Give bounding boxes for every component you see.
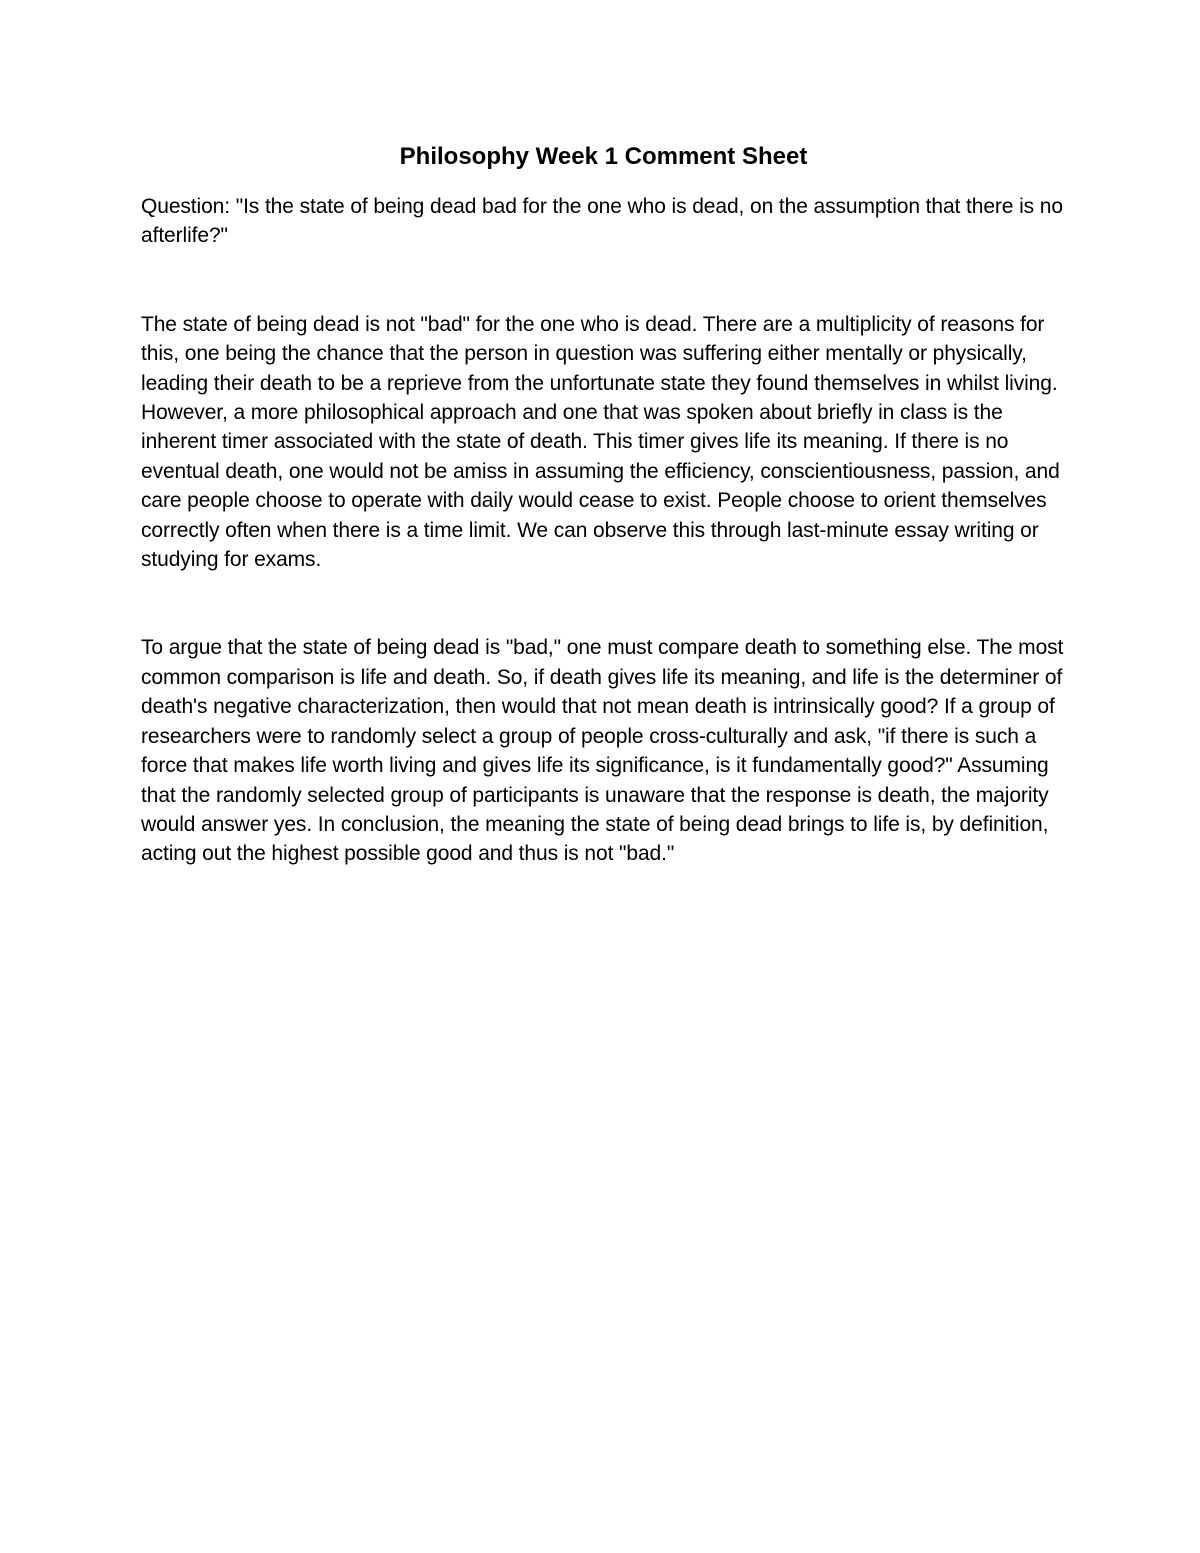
body-paragraph-2: To argue that the state of being dead is "bad," one must compare death to something else. The most common comparison is life and death. So, if death gives life its meaning, and life is the determiner of death's negative characterization, then would that not mean death is intrinsically good? If a group of researchers were to randomly select a group of people cross-culturally and ask, "if there is such a force that makes life worth living and gives life its significance, is it fundamentally good?" Assuming that the randomly selected group of participants is unaware that the response is death, the majority would answer yes. In conclusion, the meaning the state of being dead brings to life is, by definition, acting out the highest possible good and thus is not "bad." [141, 636, 1064, 866]
document-title: Philosophy Week 1 Comment Sheet [399, 143, 808, 170]
question-paragraph: Question: "Is the state of being dead bad for the one who is dead, on the assumption that there is no afterlife?" [141, 195, 1063, 248]
document-body [141, 140, 1066, 869]
body-paragraph-1: The state of being dead is not "bad" for the one who is dead. There are a multiplicity of reasons for this, one being the chance that the person in question was suffering either mentally or physically, leading their death to be a reprieve from the unfortunate state they found themselves in whilst living. However, a more philosophical approach and one that was spoken about briefly in class is the inherent timer associated with the state of death. This timer gives life its meaning. If there is no eventual death, one would not be amiss in assuming the efficiency, conscientiousness, passion, and care people choose to operate with daily would cease to exist. People choose to orient themselves correctly often when there is a time limit. We can observe this through last-minute essay writing or studying for exams. [141, 312, 1060, 572]
